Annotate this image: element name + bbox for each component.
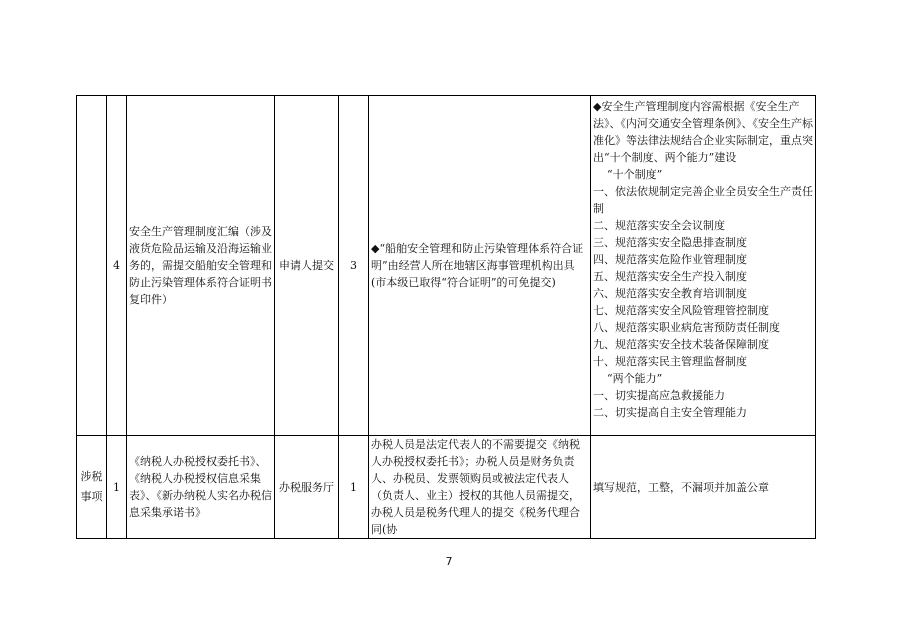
requirements-table xyxy=(76,95,816,539)
index-cell: 4 xyxy=(107,96,127,436)
material-cell: 《纳税人办税授权委托书》、《纳税人办税授权信息采集表》、《新办纳税人实名办税信息采集承诺书》 xyxy=(127,436,275,539)
requirement-item: 二、规范落实安全会议制度 xyxy=(593,219,725,232)
index-cell: 1 xyxy=(107,436,127,539)
requirement-item: 一、依法依规制定完善企业全员安全生产责任制 xyxy=(593,185,813,215)
table-row xyxy=(77,436,816,539)
requirement-item: 一、切实提高应急救援能力 xyxy=(593,389,725,402)
requirement-heading: “十个制度” xyxy=(607,168,663,181)
remark-cell: ◆“船舶安全管理和防止污染管理体系符合证明”由经营人所在地辖区海事管理机构出具(市本级已取得“符合证明”的可免提交) xyxy=(369,96,591,436)
requirement-item: 五、规范落实安全生产投入制度 xyxy=(593,270,747,283)
copies-cell: 1 xyxy=(339,436,369,539)
category-cell xyxy=(77,96,107,436)
requirement-item: 七、规范落实安全风险管理管控制度 xyxy=(593,304,769,317)
requirement-item: 二、切实提高自主安全管理能力 xyxy=(593,406,747,419)
requirement-item: 八、规范落实职业病危害预防责任制度 xyxy=(593,321,780,334)
category-cell: 涉税事项 xyxy=(77,436,107,539)
requirement-intro: ◆安全生产管理制度内容需根据《安全生产法》、《内河交通安全管理条例》、《安全生产标准化》等法律法规结合企业实际制定，重点突出“十个制度、两个能力”建设 xyxy=(593,100,813,164)
remark-cell: 办税人员是法定代表人的不需要提交《纳税人办税授权委托书》；办税人员是财务负责人、办税员、发票领购员或被法定代表人（负责人、业主）授权的其他人员需提交，办税人员是税务代理人的提交《税务代理合同(协 xyxy=(369,436,591,539)
requirement-item: 十、规范落实民主管理监督制度 xyxy=(593,355,747,368)
requirement-item: 六、规范落实安全教育培训制度 xyxy=(593,287,747,300)
page-number: 7 xyxy=(445,555,453,568)
copies-cell: 3 xyxy=(339,96,369,436)
requirement-item: 四、规范落实危险作业管理制度 xyxy=(593,253,747,266)
requirement-item: 九、规范落实安全技术装备保障制度 xyxy=(593,338,769,351)
source-cell: 办税服务厅 xyxy=(275,436,339,539)
source-cell: 申请人提交 xyxy=(275,96,339,436)
requirement-heading: “两个能力” xyxy=(607,372,663,385)
requirements-cell xyxy=(591,96,816,436)
table-row xyxy=(77,96,816,436)
material-cell: 安全生产管理制度汇编（涉及液货危险品运输及沿海运输业务的，需提交船舶安全管理和防止污染管理体系符合证明书复印件） xyxy=(127,96,275,436)
requirements-cell: 填写规范，工整，不漏项并加盖公章 xyxy=(591,436,816,539)
requirement-item: 三、规范落实安全隐患排查制度 xyxy=(593,236,747,249)
